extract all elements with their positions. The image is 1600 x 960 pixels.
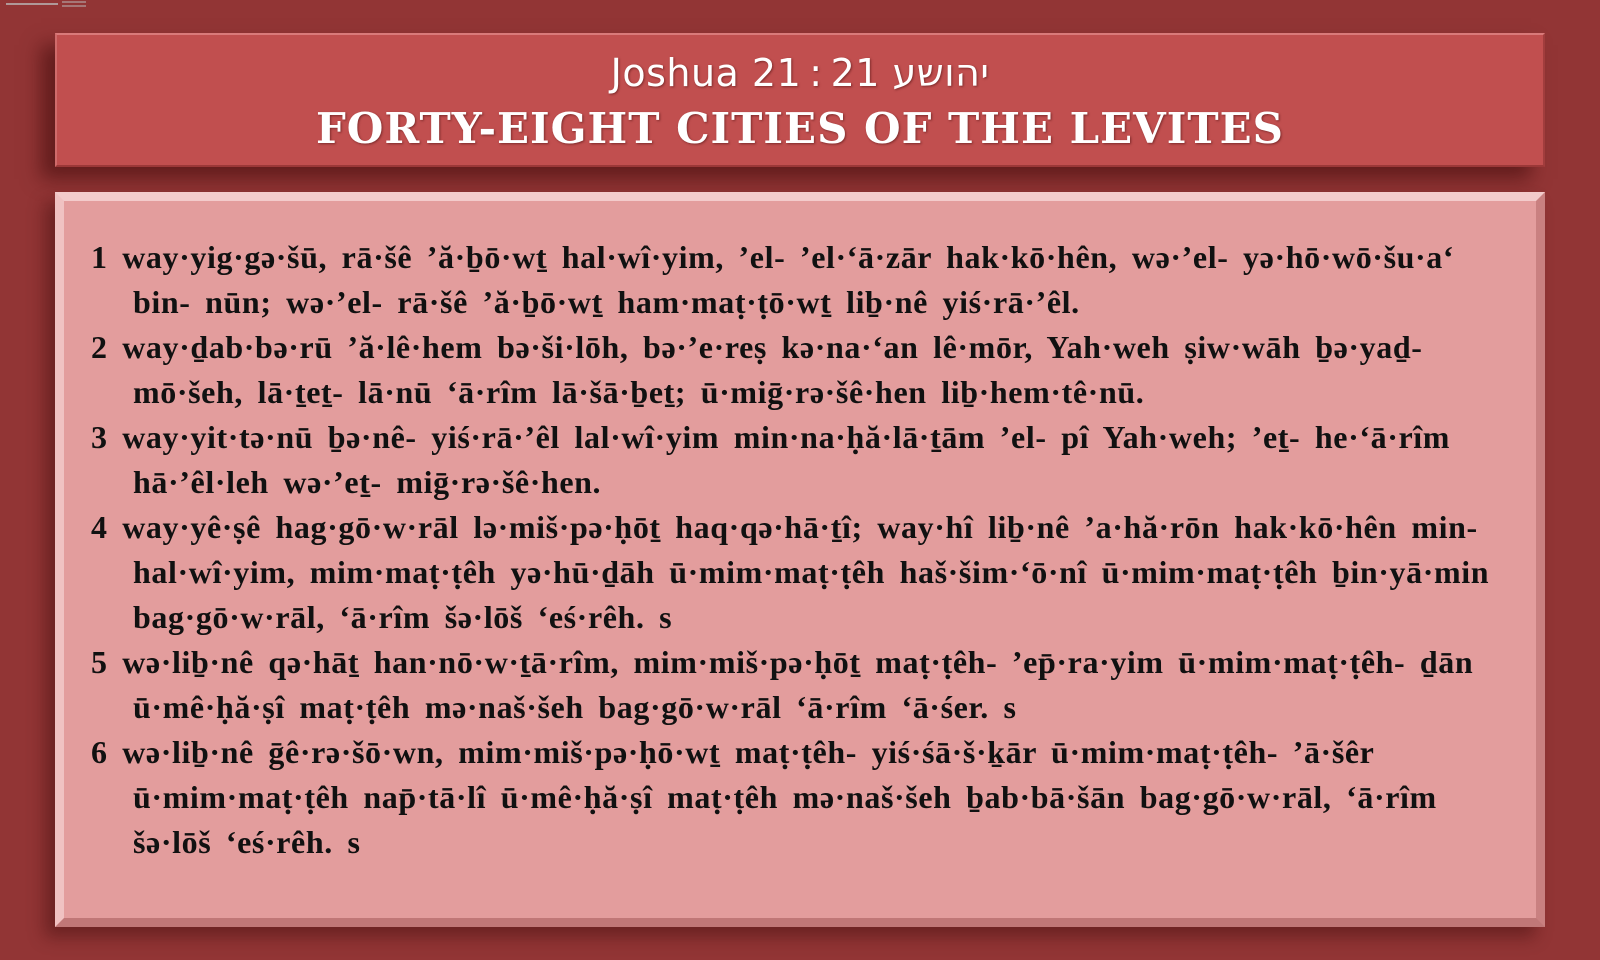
verse-list — [91, 235, 1511, 865]
hebrew-book-title: יהושע 21 — [830, 51, 990, 95]
verse-4: 4 way·yê·ṣê hag·gō·w·rāl lə·miš·pə·ḥōṯ haq·qə·hā·ṯî; way·hî liḇ·nê ’a·hă·rōn hak·kō·hên min- hal·wî·yim, mim·maṭ·ṭêh yə·hū·ḏāh ū·mim·maṭ·ṭêh haš·šim·‘ō·nî ū·mim·maṭ·ṭêh ḇin·yā·min bag·gō·w·rāl, ‘ā·rîm šə·lōš ‘eś·rêh. s — [91, 509, 1490, 635]
section-heading: FORTY-EIGHT CITIES OF THE LEVITES — [315, 104, 1284, 153]
chapter-title — [57, 49, 1543, 97]
title-banner — [55, 33, 1545, 167]
english-book-title: Joshua 21 — [610, 51, 802, 95]
verse-6: 6 wə·liḇ·nê ḡê·rə·šō·wn, mim·miš·pə·ḥō·wṯ maṭ·ṭêh- yiś·śā·š·ḵār ū·mim·maṭ·ṭêh- ’ā·šêr ū·mim·maṭ·ṭêh nap̄·tā·lî ū·mê·ḥă·ṣî maṭ·ṭêh mə·naš·šeh ḇab·bā·šān bag·gō·w·rāl, ‘ā·rîm šə·lōš ‘eś·rêh. s — [91, 734, 1437, 860]
transliteration-panel — [55, 192, 1545, 927]
verse-5: 5 wə·liḇ·nê qə·hāṯ han·nō·w·ṯā·rîm, mim·miš·pə·ḥōṯ maṭ·ṭêh- ’ep̄·ra·yim ū·mim·maṭ·ṭêh- ḏān ū·mê·ḥă·ṣî maṭ·ṭêh mə·naš·šeh bag·gō·w·rāl ‘ā·rîm ‘ā·śer. s — [91, 644, 1474, 725]
corner-mark — [6, 1, 86, 7]
verse-2: 2 way·ḏab·bə·rū ’ă·lê·hem bə·ši·lōh, bə·’e·reṣ kə·na·‘an lê·mōr, Yah·weh ṣiw·wāh ḇə·yaḏ- mō·šeh, lā·ṯeṯ- lā·nū ‘ā·rîm lā·šā·ḇeṯ; ū·miḡ·rə·šê·hen liḇ·hem·tê·nū. — [91, 329, 1423, 410]
verse-3: 3 way·yit·tə·nū ḇə·nê- yiś·rā·’êl lal·wî·yim min·na·ḥă·lā·ṯām ’el- pî Yah·weh; ’eṯ- he·‘ā·rîm hā·’êl·leh wə·’eṯ- miḡ·rə·šê·hen. — [91, 419, 1451, 500]
verse-1: 1 way·yig·gə·šū, rā·šê ’ă·ḇō·wṯ hal·wî·yim, ’el- ’el·‘ā·zār hak·kō·hên, wə·’el- yə·hō·wō·šu·a‘ bin- nūn; wə·’el- rā·šê ’ă·ḇō·wṯ ham·maṭ·ṭō·wṯ liḇ·nê yiś·rā·’êl. — [91, 239, 1455, 320]
title-separator: : — [809, 51, 823, 95]
